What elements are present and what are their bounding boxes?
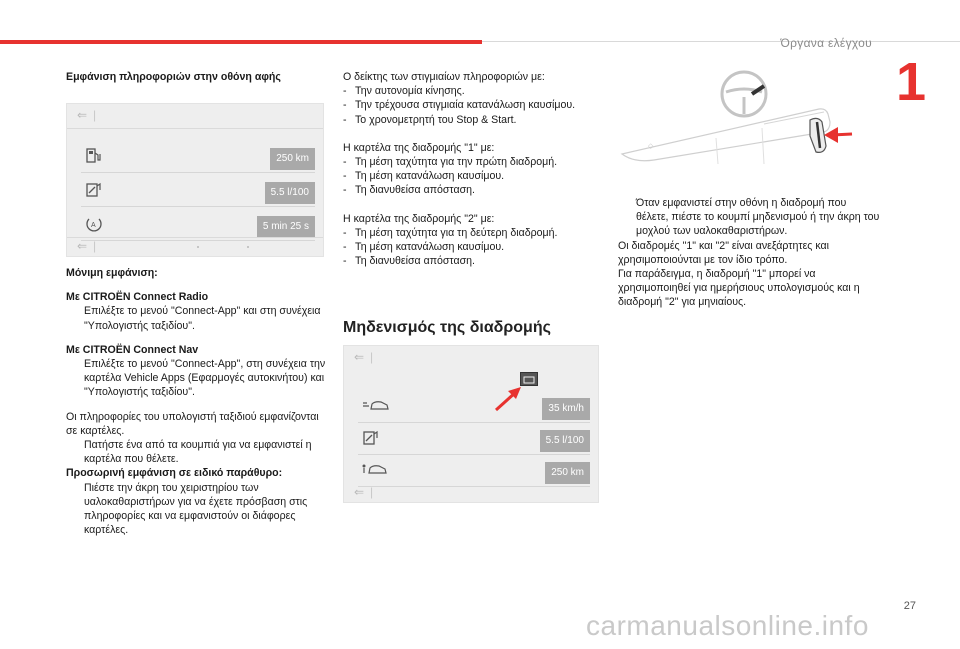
range-value: 250 km — [270, 148, 315, 170]
svg-text:A: A — [91, 222, 96, 229]
trips-example-text: Για παράδειγμα, η διαδρομή "1" μπορεί να χρησιμοποιηθεί για ημερήσιους υπολογισμούς και η διαδρομή "2" για μηνιαίους. — [618, 268, 860, 309]
cards-instruction: Πατήστε ένα από τα κουμπιά για να εμφανιστεί η καρτέλα που θέλετε. — [84, 439, 312, 466]
section-title: Όργανα ελέγχου — [780, 36, 872, 50]
stop-start-value: 5 min 25 s — [257, 216, 315, 238]
trip1-item: - Τη διανυθείσα απόσταση. — [343, 184, 475, 197]
screen-row-consumption[interactable] — [81, 176, 315, 207]
steering-wheel-icon — [722, 72, 766, 116]
average-speed-value: 35 km/h — [542, 398, 590, 420]
radio-title: Με CITROËN Connect Radio — [66, 291, 209, 304]
consumption-icon — [83, 180, 105, 200]
trip2-item: - Τη διανυθείσα απόσταση. — [343, 255, 475, 268]
page-number: 27 — [903, 600, 916, 612]
watermark: carmanualsonline.info — [586, 610, 869, 641]
consumption-icon — [360, 428, 382, 448]
chapter-number: 1 — [896, 52, 927, 112]
touchscreen-trip-computer — [66, 103, 324, 257]
touchscreen-trip-reset — [343, 345, 599, 503]
cards-text: Οι πληροφορίες του υπολογιστή ταξιδιού εμφανίζονται σε καρτέλες. — [66, 410, 319, 437]
screen-row-average-speed[interactable] — [358, 392, 590, 423]
radio-instruction: Επιλέξτε το μενού "Connect-App" και στη συνέχεια "Υπολογιστής ταξιδίου". — [84, 305, 321, 332]
temporary-display-title: Προσωρινή εμφάνιση σε ειδικό παράθυρο: — [66, 467, 283, 480]
back-arrow-icon[interactable]: ⇐ — [354, 350, 365, 364]
stop-start-icon — [83, 214, 105, 234]
back-arrow-icon[interactable]: ⇐ — [77, 239, 88, 253]
back-arrow-icon[interactable]: ⇐ — [77, 108, 88, 122]
screen-top-bar — [67, 104, 323, 129]
header-accent-bar — [0, 40, 482, 44]
back-arrow-icon[interactable]: ⇐ — [354, 485, 365, 499]
consumption-value: 5.5 l/100 — [265, 182, 315, 204]
distance-icon — [360, 460, 392, 480]
separator: | — [93, 108, 97, 122]
trip1-intro: Η καρτέλα της διαδρομής "1" με: — [343, 141, 495, 154]
indicator-item: - Την τρέχουσα στιγμιαία κατανάλωση καυσίμου. — [343, 99, 576, 112]
screen-row-consumption[interactable] — [358, 424, 590, 455]
temporary-instruction: Πιέστε την άκρη του χειριστηρίου των υαλοκαθαριστήρων για να έχετε πρόσβαση στις πληροφορίες και να εμφανιστούν οι διάφορες καρτέλες. — [84, 481, 308, 537]
reset-section-title: Μηδενισμός της διαδρομής — [343, 319, 551, 336]
wiper-stalk-illustration — [614, 64, 876, 188]
screen-bottom-bar — [67, 237, 323, 256]
indicator-item: - Το χρονομετρητή του Stop & Start. — [343, 113, 517, 126]
screen-bottom-bar — [344, 484, 598, 502]
trip2-item: - Τη μέση ταχύτητα για τη δεύτερη διαδρομή. — [343, 226, 558, 239]
indicator-intro: Ο δείκτης των στιγμιαίων πληροφοριών με: — [343, 71, 545, 83]
permanent-display-title: Μόνιμη εμφάνιση: — [66, 267, 158, 279]
separator: | — [93, 239, 97, 253]
screen-row-range[interactable] — [81, 142, 315, 173]
header-divider — [482, 41, 960, 42]
fuel-pump-icon — [83, 146, 105, 166]
trip2-item: - Τη μέση κατανάλωση καυσίμου. — [343, 241, 505, 254]
reset-instruction: Όταν εμφανιστεί στην οθόνη η διαδρομή που θέλετε, πιέστε το κουμπί μηδενισμού ή την άκρη του μοχλού των υαλοκαθαριστήρων. — [636, 197, 880, 238]
nav-title: Με CITROËN Connect Nav — [66, 343, 199, 356]
middle-text-block — [343, 70, 605, 268]
screen-top-bar — [344, 346, 598, 370]
left-text-block — [66, 266, 330, 537]
right-text-block — [618, 196, 880, 310]
left-title-block — [66, 70, 328, 84]
svg-text:◇: ◇ — [648, 143, 654, 150]
display-info-title: Εμφάνιση πληροφοριών στην οθόνη αφής — [66, 71, 281, 83]
trip1-item: - Τη μέση κατανάλωση καυσίμου. — [343, 170, 505, 183]
nav-instruction: Επιλέξτε το μενού "Connect-App", στη συνέχεια την καρτέλα Vehicle Apps (Εφαρμογές αυτοκινήτου) και "Υπολογιστής ταξιδίου". — [84, 358, 326, 399]
trip2-intro: Η καρτέλα της διαδρομής "2" με: — [343, 212, 495, 225]
page-dot — [197, 246, 199, 248]
average-speed-icon — [360, 396, 392, 416]
trip1-item: - Τη μέση ταχύτητα για την πρώτη διαδρομή. — [343, 156, 558, 169]
screen-row-distance[interactable] — [358, 456, 590, 487]
trips-independent-text: Οι διαδρομές "1" και "2" είναι ανεξάρτητες και χρησιμοποιούνται με τον ίδιο τρόπο. — [618, 239, 829, 266]
distance-value: 250 km — [545, 462, 590, 484]
indicator-item: - Την αυτονομία κίνησης. — [343, 85, 465, 98]
separator: | — [370, 350, 374, 364]
consumption-value: 5.5 l/100 — [540, 430, 590, 452]
separator: | — [370, 485, 374, 499]
page-dot — [247, 246, 249, 248]
